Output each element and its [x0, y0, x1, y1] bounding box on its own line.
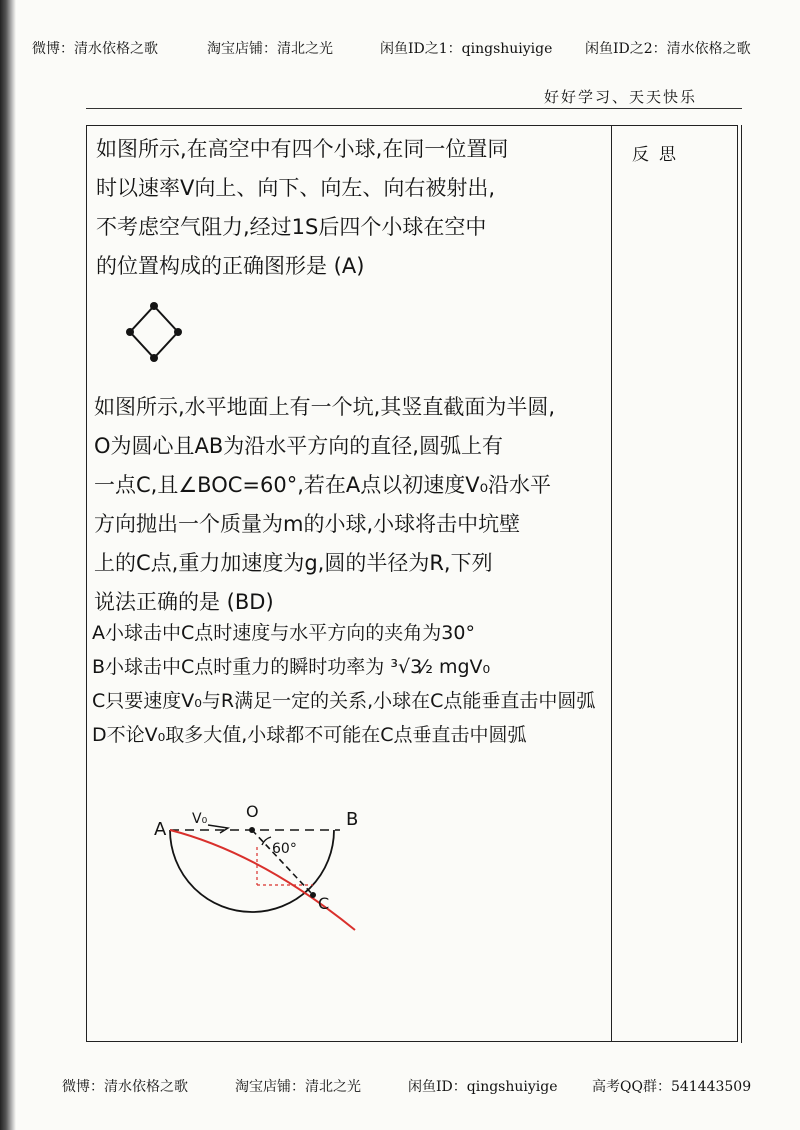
question-1-line: 不考虑空气阻力,经过1S后四个小球在空中	[96, 215, 487, 239]
label-b: B	[346, 809, 359, 830]
point-c-dot	[310, 892, 316, 898]
reflection-column-divider	[611, 125, 612, 1042]
footer-taobao: 淘宝店铺：清北之光	[235, 1079, 361, 1095]
question-1-line: 的位置构成的正确图形是 (A)	[96, 254, 365, 278]
ball-left	[126, 328, 134, 336]
question-1	[96, 134, 508, 290]
header-taobao: 淘宝店铺：清北之光	[207, 41, 333, 57]
label-a: A	[154, 819, 167, 840]
reflection-label: 反思	[632, 145, 686, 165]
frame-right-edge	[741, 125, 742, 1043]
option-d: D不论V₀取多大值,小球都不可能在C点垂直击中圆弧	[92, 724, 527, 746]
semicircle-pit-diagram	[150, 795, 380, 945]
footer-qq: 高考QQ群：541443509	[592, 1079, 752, 1095]
ball-bottom	[150, 354, 158, 362]
header-rule	[86, 108, 742, 109]
question-2-options	[92, 618, 595, 754]
option-b: B小球击中C点时重力的瞬时功率为 ³√3⁄₂ mgV₀	[92, 656, 491, 678]
ball-right	[174, 328, 182, 336]
motto: 好好学习、天天快乐	[544, 88, 698, 106]
question-2-line: 一点C,且∠BOC=60°,若在A点以初速度V₀沿水平	[94, 473, 552, 497]
label-o: O	[246, 802, 259, 821]
center-o-dot	[249, 827, 255, 833]
header-xianyu-1: 闲鱼ID之1：qingshuiyige	[380, 41, 553, 57]
header-weibo: 微博：清水依格之歌	[32, 41, 158, 57]
question-2-line: 如图所示,水平地面上有一个坑,其竖直截面为半圆,	[94, 395, 556, 419]
question-1-line: 时以速率V向上、向下、向左、向右被射出,	[96, 176, 496, 200]
option-a: A小球击中C点时速度与水平方向的夹角为30°	[92, 622, 475, 644]
square-outline	[130, 306, 178, 358]
label-angle: 60°	[272, 841, 297, 857]
label-v0: V₀	[192, 811, 208, 827]
question-2-line: 上的C点,重力加速度为g,圆的半径为R,下列	[94, 551, 493, 575]
question-2-line: O为圆心且AB为沿水平方向的直径,圆弧上有	[94, 434, 503, 458]
option-c: C只要速度V₀与R满足一定的关系,小球在C点能垂直击中圆弧	[92, 690, 596, 712]
semicircle-arc	[170, 830, 334, 912]
footer-xianyu: 闲鱼ID：qingshuiyige	[408, 1079, 558, 1095]
question-2-line: 方向抛出一个质量为m的小球,小球将击中坑壁	[94, 512, 521, 536]
label-c: C	[318, 894, 330, 913]
binding-edge	[0, 0, 16, 1130]
question-1-line: 如图所示,在高空中有四个小球,在同一位置同	[96, 137, 509, 161]
question-2-line: 说法正确的是 (BD)	[94, 590, 274, 614]
question-2	[94, 392, 555, 626]
page-header	[22, 38, 782, 62]
velocity-arrow	[208, 825, 228, 833]
four-ball-square-figure	[124, 300, 184, 368]
ball-top	[150, 302, 158, 310]
footer-weibo: 微博：清水依格之歌	[62, 1079, 188, 1095]
page-footer	[58, 1076, 778, 1096]
header-xianyu-2: 闲鱼ID之2：清水依格之歌	[585, 41, 751, 57]
